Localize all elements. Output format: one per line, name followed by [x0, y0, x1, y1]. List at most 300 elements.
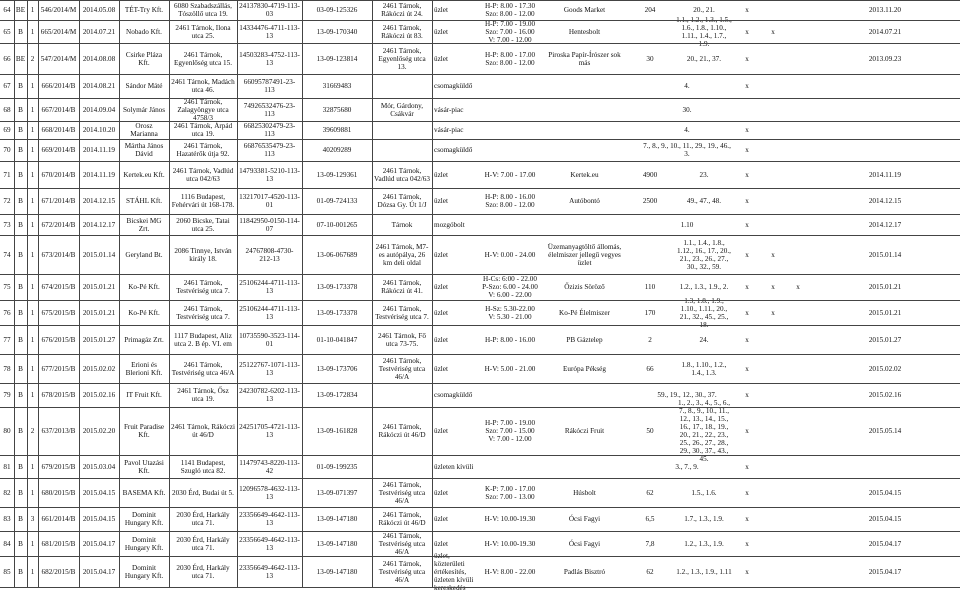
- cell-bs: B: [18, 82, 23, 90]
- cell-hours: H-P: 7.00 - 19.00 Szo: 7.00 - 16.00 V: 7.00 - 12.00: [484, 19, 536, 44]
- cell-no: 64: [3, 6, 11, 14]
- cell-type: mozgóbolt: [434, 220, 465, 229]
- cell-x2: [760, 139, 786, 161]
- cell-bs: B: [18, 391, 23, 399]
- cell-reg: 675/2015/B: [41, 308, 76, 317]
- row-divider: [0, 74, 960, 75]
- cell-addr1: 2461 Tárnok, Zalagyöngye utca 4758/3: [177, 97, 229, 122]
- cell-x2: x: [771, 250, 775, 259]
- cell-reg: 671/2014/B: [41, 197, 76, 205]
- cell-op: STÁHL Kft.: [125, 197, 163, 205]
- cell-codes: 49., 47., 48.: [686, 197, 722, 205]
- cell-pdate: 2015.04.15: [868, 488, 902, 497]
- cell-addr2: 2461 Tárnok, Testvériség utca 7.: [375, 304, 429, 321]
- cell-bs: B: [18, 308, 23, 317]
- cell-reg: 680/2015/B: [41, 488, 76, 497]
- cell-pdate: 2013.11.20: [868, 6, 902, 14]
- cell-x1: x: [745, 391, 749, 399]
- cell-x1: x: [745, 462, 749, 471]
- cell-op: Dominit Hungary Kft.: [124, 535, 164, 552]
- cell-uname: Kertek.eu: [570, 170, 599, 179]
- column-divider: [119, 0, 120, 588]
- cell-addr1: 2461 Tárnok, Ősz utca 19.: [177, 387, 229, 403]
- cell-area: 170: [644, 308, 656, 317]
- cell-bs: BE: [15, 6, 26, 14]
- cell-type: vásár-piac: [434, 105, 464, 114]
- cell-reg: 673/2014/B: [41, 250, 76, 259]
- cell-reg: 677/2015/B: [41, 364, 76, 373]
- cell-addr1: 2030 Érd, Harkály utca 71.: [176, 564, 230, 580]
- cell-addr2: 2461 Tárnok, Testvériség utca 46/A: [378, 531, 426, 556]
- cell-type: üzlet: [434, 27, 448, 36]
- row-divider: [0, 188, 960, 189]
- cell-x3: [786, 455, 810, 478]
- cell-type: csomagküldő: [434, 146, 473, 154]
- cell-date: 2014.08.21: [82, 82, 116, 90]
- cell-reg: 669/2014/B: [41, 146, 76, 154]
- row-divider: [0, 214, 960, 215]
- cell-pdate: [810, 98, 960, 121]
- cell-type: üzlet: [434, 488, 448, 497]
- cell-uname: Ko-Pé Élelmiszer: [559, 308, 610, 317]
- cell-op: Ko-Pé Kft.: [128, 308, 160, 317]
- cell-date: 2015.01.14: [82, 250, 116, 259]
- cell-bs: B: [18, 250, 23, 259]
- cell-area: 7,8: [645, 539, 655, 548]
- cell-tax1: 13217017-4520-113-01: [239, 193, 300, 209]
- cell-uname: Ócsi Fagyi: [568, 539, 601, 548]
- cell-reg: 682/2015/B: [41, 568, 76, 576]
- cell-x2: [760, 455, 786, 478]
- cell-addr2: [372, 74, 432, 98]
- cell-cg: 03-09-125326: [316, 6, 358, 14]
- cell-pdate: [810, 121, 960, 139]
- cell-pdate: 2015.04.17: [868, 568, 902, 576]
- cell-x3: [786, 354, 810, 383]
- cell-addr1: 6080 Szabadszállás, Tószöllő utca 19.: [174, 2, 232, 18]
- cell-date: 2014.08.08: [82, 54, 116, 63]
- cell-codes: 1.2., 1.3., 1.9., 2.: [679, 283, 729, 291]
- cell-uname: Rákóczi Fruit: [564, 427, 605, 435]
- cell-addr1: 2030 Érd, Budai út 5.: [172, 488, 234, 497]
- cell-no: 68: [3, 105, 11, 114]
- cell-addr1: 1141 Budapest, Szugló utca 82.: [180, 458, 226, 475]
- cell-tax1: 74926532476-23-113: [243, 101, 296, 118]
- cell-codes: 1.1., 1.2., 1.3., 1.5., 1.6., 1.8., 1.10., 1.11., 1.4., 1.7., 1.9.: [676, 15, 732, 48]
- cell-x2: [760, 188, 786, 214]
- cell-pdate: 2015.04.15: [868, 515, 902, 523]
- cell-bs: B: [18, 27, 23, 36]
- cell-cg: 13-09-071397: [316, 488, 358, 497]
- cell-x2: [760, 354, 786, 383]
- cell-uname: PB Gáztelep: [566, 335, 603, 344]
- cell-uname: Üzemanyagtöltő állomás, élelmiszer jellegű vegyes üzlet: [547, 242, 622, 267]
- cell-tax1: 14793381-5210-113-13: [239, 166, 300, 183]
- cell-x3: [786, 383, 810, 407]
- cell-codes: 20., 21.: [693, 6, 715, 14]
- row-divider: [0, 43, 960, 44]
- cell-x2: x: [771, 27, 775, 36]
- cell-op: TÉT-Try Kft.: [124, 6, 164, 14]
- cell-tax1: 24767808-4730-212-13: [245, 246, 294, 263]
- cell-date: 2015.04.17: [82, 539, 116, 548]
- cell-addr2: 2461 Tárnok, Rákóczi út 46/D: [378, 511, 426, 527]
- cell-date: 2015.02.20: [82, 427, 116, 435]
- row-divider: [0, 407, 960, 408]
- cell-area: 2500: [642, 197, 658, 205]
- cell-pdate: [810, 455, 960, 478]
- cell-area: 30: [646, 54, 654, 63]
- cell-nr: 1: [30, 146, 35, 154]
- cell-type: üzlet: [434, 54, 448, 63]
- cell-reg: 679/2015/B: [41, 462, 76, 471]
- cell-tax1: 11842950-0150-114-07: [239, 216, 300, 233]
- cell-op: Orosz Marianna: [130, 122, 158, 138]
- cell-hours: H-P: 8.00 - 16.00: [484, 335, 536, 344]
- row-divider: [0, 0, 960, 1]
- cell-area: 2: [648, 335, 652, 344]
- cell-tax1: 23356649-4642-113-13: [239, 564, 300, 580]
- cell-tax1: 66876535479-23-113: [243, 142, 296, 158]
- cell-cg: 13-09-173706: [316, 364, 358, 373]
- cell-x3: [786, 556, 810, 588]
- column-divider: [302, 0, 303, 588]
- cell-date: 2014.10.20: [82, 126, 116, 134]
- cell-cg: 39609881: [322, 126, 352, 134]
- cell-x3: [786, 507, 810, 531]
- row-divider: [0, 121, 960, 122]
- cell-date: 2015.04.15: [82, 488, 116, 497]
- cell-uname: Goods Market: [563, 6, 606, 14]
- cell-addr1: 2461 Tárnok, Madách utca 46.: [171, 78, 235, 94]
- cell-op: Mártha János Dávid: [124, 142, 164, 158]
- cell-nr: 1: [30, 27, 35, 36]
- cell-no: 65: [3, 27, 11, 36]
- row-divider: [0, 235, 960, 236]
- cell-x1: x: [745, 515, 749, 523]
- cell-addr2: 2461 Tárnok, Testvériség utca 46/A: [378, 560, 426, 584]
- cell-codes: 20., 21., 37.: [686, 54, 722, 63]
- cell-nr: 1: [30, 364, 35, 373]
- cell-addr2: 2461 Tárnok, M7-es autópálya, 26 km deli oldal: [375, 242, 429, 267]
- cell-pdate: 2014.11.19: [868, 170, 902, 179]
- cell-nr: 1: [30, 126, 35, 134]
- cell-x3: [786, 139, 810, 161]
- cell-x3: [786, 161, 810, 188]
- cell-nr: 1: [30, 250, 35, 259]
- cell-no: 76: [3, 308, 11, 317]
- cell-codes: 1., 2., 3., 4., 5., 6., 7., 8., 9., 10., 11., 12., 13., 14., 15., 16., 17., 18., 19., 20., 21., 22., 23., 25., 26., 27., 28., 29., 30., 37., 43., 45.: [677, 399, 731, 463]
- row-divider: [0, 274, 960, 275]
- cell-pdate: 2015.04.17: [868, 539, 902, 548]
- cell-tax1: 24137830-4719-113-03: [239, 2, 300, 18]
- cell-cg: 01-09-724133: [316, 197, 358, 205]
- cell-x2: x: [771, 308, 775, 317]
- cell-date: 2014.07.21: [82, 27, 116, 36]
- cell-reg: 546/2014/M: [40, 6, 77, 14]
- cell-uname: Hentesbolt: [568, 27, 601, 36]
- cell-reg: 637/2013/B: [41, 427, 76, 435]
- cell-x2: [760, 507, 786, 531]
- cell-bs: B: [18, 283, 23, 291]
- column-divider: [372, 0, 373, 588]
- cell-x2: [760, 121, 786, 139]
- cell-addr2: 2461 Tárnok, Vadlúd utca 042/63: [374, 166, 430, 183]
- cell-hours: H-V: 8.00 - 22.00: [484, 568, 536, 576]
- cell-nr: 1: [30, 462, 35, 471]
- row-divider: [0, 139, 960, 140]
- cell-bs: B: [18, 462, 23, 471]
- cell-addr1: 2461 Tárnok, Vadlúd utca 042/63: [172, 166, 234, 183]
- cell-addr1: 2030 Érd, Harkály utca 71.: [176, 511, 230, 527]
- cell-reg: 666/2014/B: [41, 82, 76, 90]
- cell-codes: 7., 8., 9., 10., 11., 29., 19., 46., 3.: [643, 142, 731, 158]
- cell-addr1: 1116 Budapest, Fehérvári út 168-178.: [171, 193, 235, 209]
- cell-nr: 1: [30, 220, 35, 229]
- cell-x2: [760, 0, 786, 20]
- cell-x1: x: [745, 170, 749, 179]
- cell-op: Nobado Kft.: [126, 27, 162, 36]
- cell-no: 71: [3, 170, 11, 179]
- cell-op: Csirke Pláza Kft.: [125, 50, 163, 67]
- cell-area: 110: [644, 283, 656, 291]
- cell-tax1: 14334476-4711-113-13: [239, 23, 300, 40]
- cell-type: üzlet: [434, 308, 448, 317]
- cell-date: 2014.11.19: [82, 146, 116, 154]
- row-divider: [0, 300, 960, 301]
- cell-codes: 1.2., 1.3., 1.9.: [684, 539, 724, 548]
- cell-addr1: 2461 Tárnok, Ilona utca 25.: [175, 23, 231, 40]
- cell-addr1: 2461 Tárnok, Hazatérők útja 92.: [176, 142, 230, 158]
- cell-type: üzlet: [434, 283, 448, 291]
- cell-x1: x: [745, 146, 749, 154]
- cell-codes: 1.10: [680, 220, 694, 229]
- cell-nr: 1: [30, 6, 35, 14]
- cell-tax1: 25122767-1071-113-13: [239, 360, 300, 377]
- cell-x3: [786, 20, 810, 43]
- cell-x1: x: [745, 220, 749, 229]
- cell-op: Kertek.eu Kft.: [123, 170, 165, 179]
- cell-op: Bicskei MG Zrt.: [126, 216, 162, 233]
- cell-nr: 1: [30, 170, 35, 179]
- cell-bs: B: [18, 197, 23, 205]
- cell-tax1: 25106244-4711-113-13: [239, 279, 300, 295]
- cell-bs: B: [18, 126, 23, 134]
- cell-tax1: 12096578-4632-113-13: [239, 484, 300, 501]
- cell-bs: B: [18, 170, 23, 179]
- row-divider: [0, 325, 960, 326]
- cell-x2: [760, 531, 786, 556]
- cell-type: üzlet: [434, 170, 448, 179]
- cell-pdate: 2014.07.21: [868, 27, 902, 36]
- cell-op: Sándor Máté: [125, 82, 163, 90]
- cell-x1: x: [745, 126, 749, 134]
- cell-pdate: 2015.01.14: [868, 250, 902, 259]
- cell-x2: [760, 478, 786, 507]
- cell-hours: H-P: 8.00 - 17.00 Szo: 8.00 - 12.00: [484, 50, 536, 67]
- cell-cg: 13-09-147180: [316, 515, 358, 523]
- cell-addr1: 2030 Érd, Harkály utca 71.: [176, 535, 230, 552]
- cell-op: IT Fruit Kft.: [126, 391, 162, 399]
- cell-no: 75: [3, 283, 11, 291]
- cell-x1: x: [745, 488, 749, 497]
- cell-addr2: [372, 139, 432, 161]
- cell-type: csomagküldő: [434, 391, 473, 399]
- cell-addr1: 2461 Tárnok, Egyenlőség utca 15.: [173, 50, 233, 67]
- cell-area: 204: [644, 6, 656, 14]
- cell-addr1: 2461 Tárnok, Testvériség utca 46/A: [171, 360, 235, 377]
- cell-codes: 4.: [684, 82, 690, 90]
- cell-cg: 13-09-147180: [316, 568, 358, 576]
- cell-area: [626, 235, 674, 274]
- cell-x3: x: [796, 283, 800, 291]
- column-divider: [237, 0, 238, 588]
- cell-x1: x: [745, 54, 749, 63]
- cell-bs: B: [18, 488, 23, 497]
- cell-bs: B: [18, 364, 23, 373]
- cell-op: Dominit Hungary Kft.: [124, 564, 164, 580]
- cell-pdate: 2015.02.02: [868, 364, 902, 373]
- cell-reg: 676/2015/B: [41, 335, 76, 344]
- row-divider: [0, 455, 960, 456]
- cell-x3: [786, 235, 810, 274]
- row-divider: [0, 478, 960, 479]
- cell-reg: 670/2014/B: [41, 170, 76, 179]
- cell-codes: 3., 7., 9.: [675, 462, 699, 471]
- cell-hours: H-V: 5.00 - 21.00: [484, 364, 536, 373]
- cell-tax1: 24251705-4721-113-13: [239, 423, 300, 439]
- cell-area: 62: [646, 568, 654, 576]
- cell-codes: 1.3, 1.8., 1.9., 1.10., 1.11., 20., 21., 32., 45., 25., 18.: [679, 296, 729, 329]
- cell-pdate: 2013.09.23: [868, 54, 902, 63]
- cell-addr2: 2461 Tárnok, Dózsa Gy. Út 1/J: [377, 193, 427, 209]
- cell-x3: [786, 478, 810, 507]
- cell-bs: B: [18, 427, 23, 435]
- cell-hours: H-V: 10.00-19.30: [484, 515, 536, 523]
- cell-date: 2015.02.02: [82, 364, 116, 373]
- cell-date: 2014.05.08: [82, 6, 116, 14]
- cell-date: 2015.01.27: [82, 335, 116, 344]
- cell-cg: 13-09-172834: [316, 391, 358, 399]
- cell-x2: [760, 383, 786, 407]
- cell-nr: 1: [30, 391, 35, 399]
- cell-bs: BE: [15, 54, 26, 63]
- cell-no: 73: [3, 220, 11, 229]
- cell-uname: Autóbontó: [569, 197, 600, 205]
- cell-op: Pavol Utazási Kft.: [124, 458, 164, 475]
- cell-reg: 667/2014/B: [41, 105, 76, 114]
- cell-x3: [786, 325, 810, 354]
- row-divider: [0, 98, 960, 99]
- cell-date: 2015.04.17: [82, 568, 116, 576]
- cell-addr2: 2461 Tárnok, Fő utca 73-75.: [378, 331, 426, 348]
- cell-no: 79: [3, 391, 11, 399]
- cell-pdate: [810, 139, 960, 161]
- cell-nr: 1: [30, 283, 35, 291]
- cell-x3: [786, 121, 810, 139]
- cell-x1: x: [745, 6, 749, 14]
- cell-codes: 1.2., 1.3., 1.9., 1.11: [676, 568, 732, 576]
- cell-nr: 1: [30, 488, 35, 497]
- cell-bs: B: [18, 515, 23, 523]
- cell-cg: 32875680: [322, 105, 352, 114]
- cell-tax1: 24230782-6202-113-13: [239, 387, 300, 403]
- cell-cg: 13-09-129361: [316, 170, 358, 179]
- cell-no: 70: [3, 146, 11, 154]
- cell-codes: 1.1., 1.4., 1.8., 1.12., 16., 17., 20., 21., 23., 26., 27., 30., 32., 59.: [677, 238, 731, 271]
- cell-uname: Őzizis Söröző: [564, 283, 605, 291]
- cell-x3: [786, 188, 810, 214]
- cell-area: [626, 20, 674, 43]
- cell-area: 4900: [642, 170, 658, 179]
- cell-codes: 23.: [699, 170, 709, 179]
- cell-x3: [786, 214, 810, 235]
- cell-addr2: 2461 Tárnok, Rákóczi út 24.: [381, 2, 423, 18]
- cell-tax1: 10735590-3523-114-01: [239, 331, 300, 348]
- row-divider: [0, 587, 960, 588]
- cell-hours: H-Sz: 5.30-22.00 V: 5.30 - 21.00: [485, 304, 535, 321]
- cell-hours: H-P: 7.00 - 19.00 Szo: 7.00 - 15.00 V: 7.00 - 12.00: [484, 419, 536, 443]
- cell-nr: 1: [30, 568, 35, 576]
- cell-addr2: Tárnok: [391, 220, 413, 229]
- cell-type: üzleten kívüli: [434, 462, 474, 471]
- cell-no: 80: [3, 427, 11, 435]
- cell-addr1: 2461 Tárnok, Rákóczi út 46/D: [171, 423, 235, 439]
- cell-type: üzlet: [434, 197, 448, 205]
- cell-date: 2014.11.19: [82, 170, 116, 179]
- cell-nr: 2: [30, 54, 35, 63]
- cell-reg: 672/2014/B: [41, 220, 76, 229]
- cell-cg: 13-06-067689: [316, 250, 358, 259]
- cell-no: 83: [3, 515, 11, 523]
- cell-no: 77: [3, 335, 11, 344]
- cell-type: csomagküldő: [434, 82, 473, 90]
- cell-cg: 40209289: [322, 146, 352, 154]
- cell-codes: 24.: [699, 335, 709, 344]
- row-divider: [0, 507, 960, 508]
- cell-codes: 1.5., 1.6.: [691, 488, 717, 497]
- cell-op: Ko-Pé Kft.: [128, 283, 160, 291]
- cell-x2: [760, 214, 786, 235]
- cell-no: 78: [3, 364, 11, 373]
- cell-addr2: 2461 Tárnok, Egyenlőség utca 13.: [378, 46, 426, 71]
- cell-x1: x: [745, 197, 749, 205]
- cell-addr1: 2461 Tárnok, Árpád utca 19.: [173, 122, 233, 138]
- cell-cg: 13-09-173378: [316, 283, 358, 291]
- cell-area: 6,5: [645, 515, 655, 523]
- cell-op: Geryland Bt.: [125, 250, 163, 259]
- cell-addr1: 2461 Tárnok, Testvériség utca 7.: [176, 279, 230, 295]
- cell-op: Erioni és Blerioni Kft.: [125, 360, 163, 377]
- cell-nr: 1: [30, 335, 35, 344]
- cell-reg: 678/2015/B: [41, 391, 76, 399]
- cell-x2: [760, 556, 786, 588]
- cell-x2: [760, 407, 786, 455]
- cell-op: Dominit Hungary Kft.: [124, 511, 164, 527]
- cell-pdate: 2015.01.21: [868, 308, 902, 317]
- cell-x1: x: [745, 308, 749, 317]
- cell-addr1: 2461 Tárnok, Testvériség utca 7.: [176, 304, 230, 321]
- cell-bs: B: [18, 568, 23, 576]
- cell-cg: 01-09-199235: [316, 462, 358, 471]
- cell-reg: 674/2015/B: [41, 283, 76, 291]
- cell-x3: [786, 0, 810, 20]
- cell-no: 81: [3, 462, 11, 471]
- cell-pdate: 2015.05.14: [868, 427, 902, 435]
- cell-cg: 01-10-041847: [316, 335, 358, 344]
- cell-no: 82: [3, 488, 11, 497]
- cell-x1: x: [745, 335, 749, 344]
